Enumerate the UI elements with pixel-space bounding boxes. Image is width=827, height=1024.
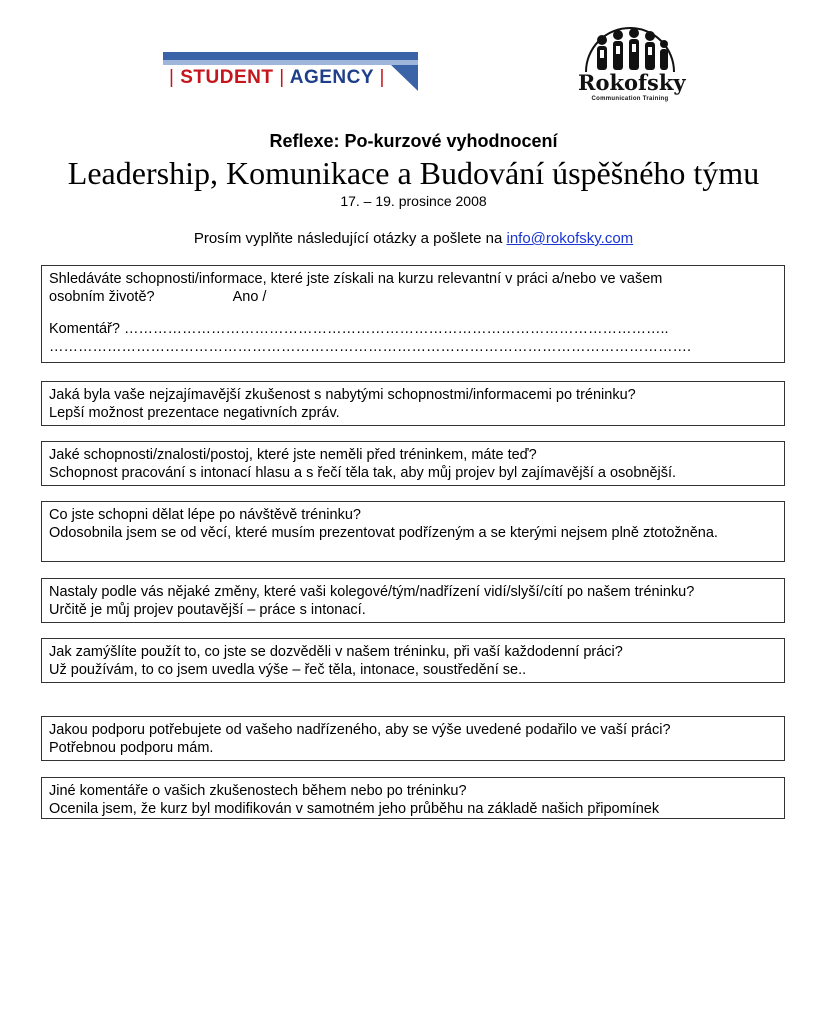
comment-line: Komentář? ………………………………………………………………………………………………….. — [49, 321, 669, 337]
answer-options: Ano / — [232, 289, 267, 305]
logo-bar-light — [163, 60, 418, 65]
question-text: Jak zamýšlíte použít to, co jste se dozvěděli v našem tréninku, při vaší každodenní práci? — [49, 644, 623, 660]
question-text: Shledáváte schopnosti/informace, které jste získali na kurzu relevantní v práci a/nebo ve vašem — [49, 271, 663, 287]
logo-bar — [163, 52, 418, 60]
question-box-3 — [41, 441, 785, 486]
question-text: Jiné komentáře o vašich zkušenostech během nebo po tréninku? — [49, 783, 467, 799]
question-text: Co jste schopni dělat lépe po návštěvě tréninku? — [49, 507, 361, 523]
rokofsky-tagline: Communication Training — [591, 96, 669, 102]
question-box-1 — [41, 265, 785, 363]
logo-corner — [391, 65, 418, 91]
question-text-line2: osobním životě? Ano / — [49, 289, 267, 305]
question-text: Nastaly podle vás nějaké změny, které vaši kolegové/tým/nadřízení vidí/slyší/cítí po našem tréninku? — [49, 584, 695, 600]
answer-text: Určitě je můj projev poutavější – práce s intonací. — [49, 602, 366, 618]
answer-text: Odosobnila jsem se od věcí, které musím prezentovat podřízeným a se kterými nejsem plně ztotožněna. — [49, 525, 718, 541]
student-agency-logo — [163, 52, 418, 96]
course-dates: 17. – 19. prosince 2008 — [340, 193, 487, 209]
email-link[interactable]: info@rokofsky.com — [506, 230, 634, 247]
rokofsky-logo — [578, 18, 686, 106]
people-icon — [578, 18, 682, 74]
question-text: Jakou podporu potřebujete od vašeho nadřízeného, aby se výše uvedené podařilo ve vaší práci? — [49, 722, 671, 738]
rokofsky-wordmark: Rokofsky — [578, 70, 686, 95]
answer-text: Ocenila jsem, že kurz byl modifikován v samotném jeho průběhu na základě našich připomínek — [49, 801, 660, 817]
question-box-4 — [41, 501, 785, 562]
question-box-2 — [41, 381, 785, 426]
page-title: Reflexe: Po-kurzové vyhodnocení — [269, 131, 558, 151]
question-box-5 — [41, 578, 785, 623]
question-text: Jaká byla vaše nejzajímavější zkušenost s nabytými schopnostmi/informacemi po tréninku? — [49, 387, 636, 403]
student-agency-wordmark: | STUDENT | AGENCY | — [169, 67, 385, 88]
instructions — [0, 230, 827, 247]
course-title: Leadership, Komunikace a Budování úspěšného týmu — [67, 155, 760, 191]
answer-text: Už používám, to co jsem uvedla výše – řeč těla, intonace, soustředění se.. — [49, 662, 527, 678]
question-box-8 — [41, 777, 785, 819]
question-box-7 — [41, 716, 785, 761]
question-text: Jaké schopnosti/znalosti/postoj, které jste neměli před tréninkem, máte teď? — [49, 447, 537, 463]
instruction-text: Prosím vyplňte následující otázky a pošlete na — [193, 230, 507, 247]
comment-line-2: ……………………………………………………………………………………………………………………. — [49, 339, 692, 355]
question-box-6 — [41, 638, 785, 683]
answer-text: Lepší možnost prezentace negativních zpráv. — [49, 405, 340, 421]
answer-text: Schopnost pracování s intonací hlasu a s řečí těla tak, aby můj projev byl zajímavější a osobnější. — [49, 465, 677, 481]
answer-text: Potřebnou podporu mám. — [49, 740, 214, 756]
